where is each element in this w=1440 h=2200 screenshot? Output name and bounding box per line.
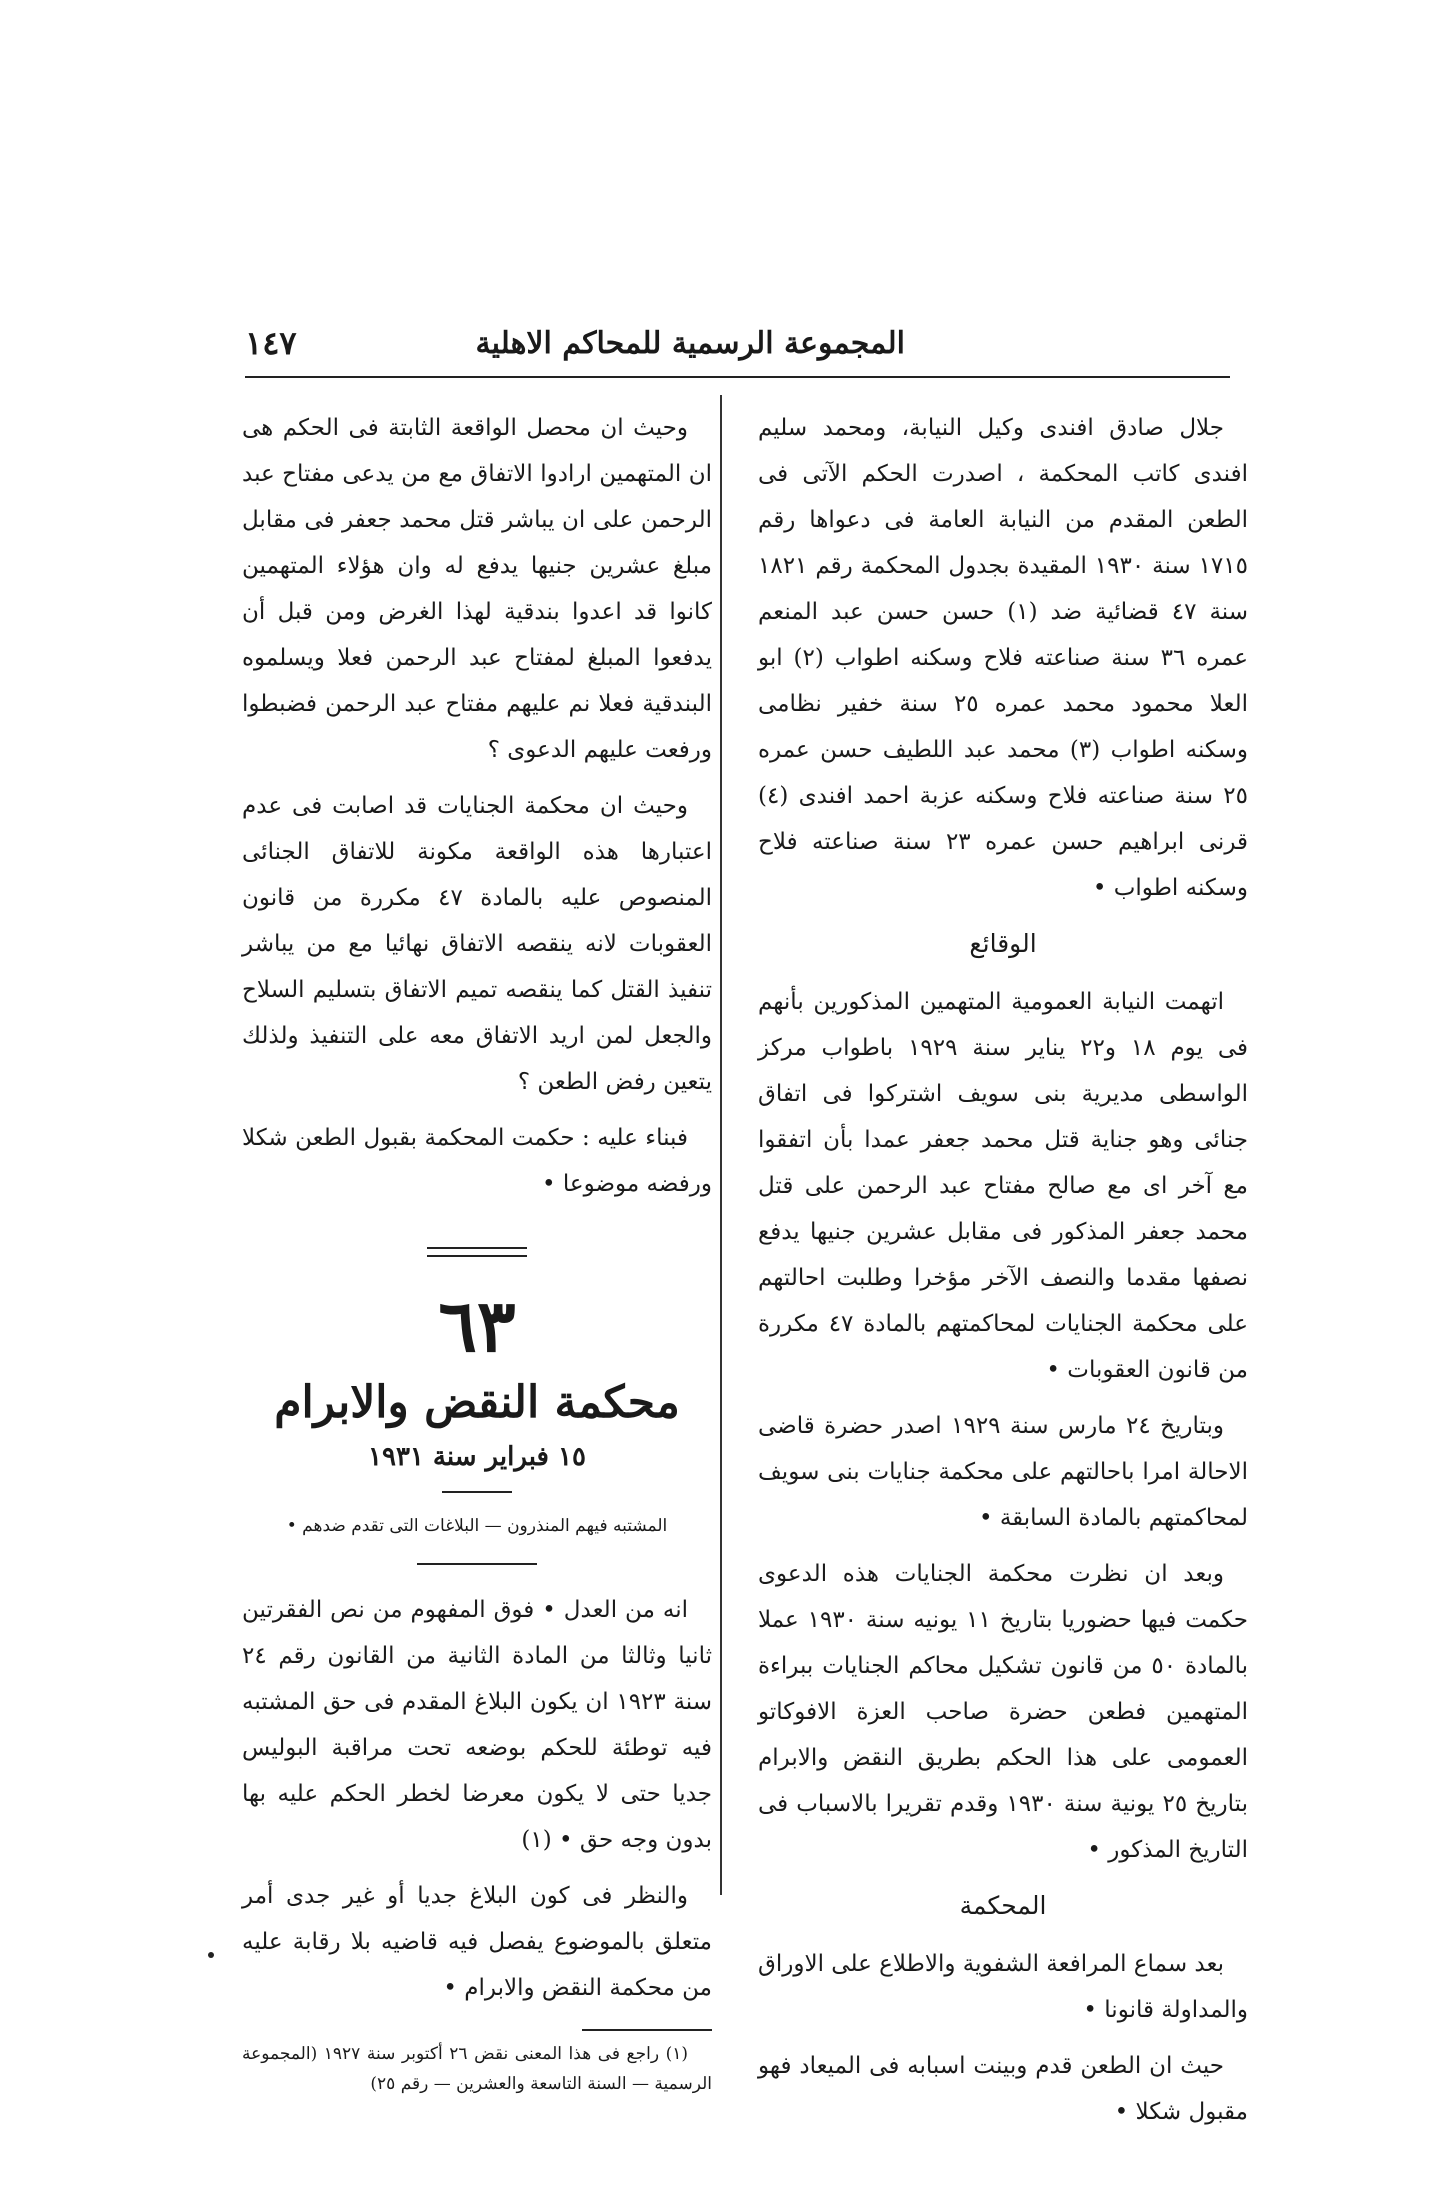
left-column [242,405,712,2109]
reasoning-paragraph-1: وحيث ان محصل الواقعة الثابتة فى الحكم هى ان المتهمين ارادوا الاتفاق مع من يدعى مفتاح عبد الرحمن على ان يباشر قتل محمد جعفر فى مقابل مبلغ عشرين جنيها يدفع له وان هؤلاء المتهمين كانوا قد اعدوا بندقية لهذا الغرض ومن قبل أن يدفعوا المبلغ لمفتاح عبد الرحمن فعلا ويسلموه البندقية فعلا نم عليهم مفتاح عبد الرحمن فضبطوا ورفعت عليهم الدعوى ؟ [242,415,712,763]
facts-paragraph-3: وبعد ان نظرت محكمة الجنايات هذه الدعوى حكمت فيها حضوريا بتاريخ ١١ يونيه سنة ١٩٣٠ عملا بالمادة ٥٠ من قانون تشكيل محاكم الجنايات ببراءة المتهمين فطعن حضرة صاحب العزة الافوكاتو العمومى على هذا الحكم بطريق النقض والابرام بتاريخ ٢٥ يونية سنة ١٩٣٠ وقدم تقريرا بالاسباب فى التاريخ المذكور • [758,1561,1249,1863]
court-heading: المحكمة [959,1891,1047,1920]
margin-dot [208,1952,214,1958]
facts-paragraph-2: وبتاريخ ٢٤ مارس سنة ١٩٢٩ اصدر حضرة قاضى الاحالة امرا باحالتهم على محكمة جنايات بنى سويف لمحاكمتهم بالمادة السابقة • [758,1413,1248,1531]
column-divider [720,395,722,1895]
facts-paragraph-1: اتهمت النيابة العمومية المتهمين المذكورين بأنهم فى يوم ١٨ و٢٢ يناير سنة ١٩٢٩ باطواب مركز الواسطى مديرية بنى سويف اشتركوا فى اتفاق جنائى وهو جناية قتل محمد جعفر عمدا بأن اتفقوا مع آخر اى مع صالح مفتاح عبد الرحمن على قتل محمد جعفر المذكور فى مقابل عشرين جنيها يدفع نصفها مقدما والنصف الآخر مؤخرا وطلبت احالتهم على محكمة الجنايات لمحاكمتهم بالمادة ٤٧ مكررة من قانون العقوبات • [758,989,1249,1383]
footnote: (١) راجع فى هذا المعنى نقض ٢٦ أكتوبر سنة ١٩٢٧ (المجموعة الرسمية — السنة التاسعة والعشرين — رقم ٢٥) [242,2044,712,2094]
court-paragraph-2: حيث ان الطعن قدم وبينت اسبابه فى الميعاد فهو مقبول شكلا • [758,2053,1248,2125]
case-keywords: المشتبه فيهم المنذرون — البلاغات التى تقدم ضدهم • [286,1516,668,1536]
case-date: ١٥ فبراير سنة ١٩٣١ [368,1442,586,1472]
right-column [758,405,1248,2145]
double-rule-separator [427,1247,527,1257]
reasoning-paragraph-2: وحيث ان محكمة الجنايات قد اصابت فى عدم اعتبارها هذه الواقعة مكونة للاتفاق الجنائى المنصوص عليه بالمادة ٤٧ مكررة من قانون العقوبات لانه ينقصه الاتفاق نهائيا مع من يباشر تنفيذ القتل كما ينقصه تميم الاتفاق بتسليم السلاح والجعل لمن اريد الاتفاق معه على التنفيذ ولذلك يتعين رفض الطعن ؟ [242,793,713,1095]
court-name: محكمة النقض والابرام [274,1377,680,1428]
case-number: ٦٣ [438,1283,516,1368]
ruling-paragraph-1: انه من العدل • فوق المفهوم من نص الفقرتين ثانيا وثالثا من المادة الثانية من القانون رقم ٢٤ سنة ١٩٢٣ ان يكون البلاغ المقدم فى حق المشتبه فيه توطئة للحكم بوضعه تحت مراقبة البوليس جديا حتى لا يكون معرضا لخطر الحكم عليه بها بدون وجه حق • (١) [242,1597,712,1853]
header-rule [245,376,1230,378]
court-paragraph-1: بعد سماع المرافعة الشفوية والاطلاع على الاوراق والمداولة قانونا • [758,1951,1248,2023]
facts-heading: الوقائع [969,929,1037,958]
page-header [245,320,1230,370]
verdict-paragraph: فبناء عليه : حكمت المحكمة بقبول الطعن شكلا ورفضه موضوعا • [242,1125,712,1197]
intro-paragraph: جلال صادق افندى وكيل النيابة، ومحمد سليم افندى كاتب المحكمة ، اصدرت الحكم الآتى فى الطعن المقدم من النيابة العامة فى دعواها رقم ١٧١٥ سنة ١٩٣٠ المقيدة بجدول المحكمة رقم ١٨٢١ سنة ٤٧ قضائية ضد (١) حسن حسن عبد المنعم عمره ٣٦ سنة صناعته فلاح وسكنه اطواب (٢) ابو العلا محمود محمد عمره ٢٥ سنة خفير نظامى وسكنه اطواب (٣) محمد عبد اللطيف حسن عمره ٢٥ سنة صناعته فلاح وسكنه عزبة احمد افندى (٤) قرنى ابراهيم حسن عمره ٢٣ سنة صناعته فلاح وسكنه اطواب • [758,415,1248,901]
short-rule-separator [442,1491,512,1493]
mid-rule-separator [417,1563,537,1565]
page-number: ١٤٧ [245,324,297,362]
running-title: المجموعة الرسمية للمحاكم الاهلية [475,326,905,361]
case-heading-block [242,1247,712,1565]
footnote-rule [582,2029,712,2031]
ruling-paragraph-2: والنظر فى كون البلاغ جديا أو غير جدى أمر متعلق بالموضوع يفصل فيه قاضيه بلا رقابة عليه من محكمة النقض والابرام • [242,1883,712,2001]
